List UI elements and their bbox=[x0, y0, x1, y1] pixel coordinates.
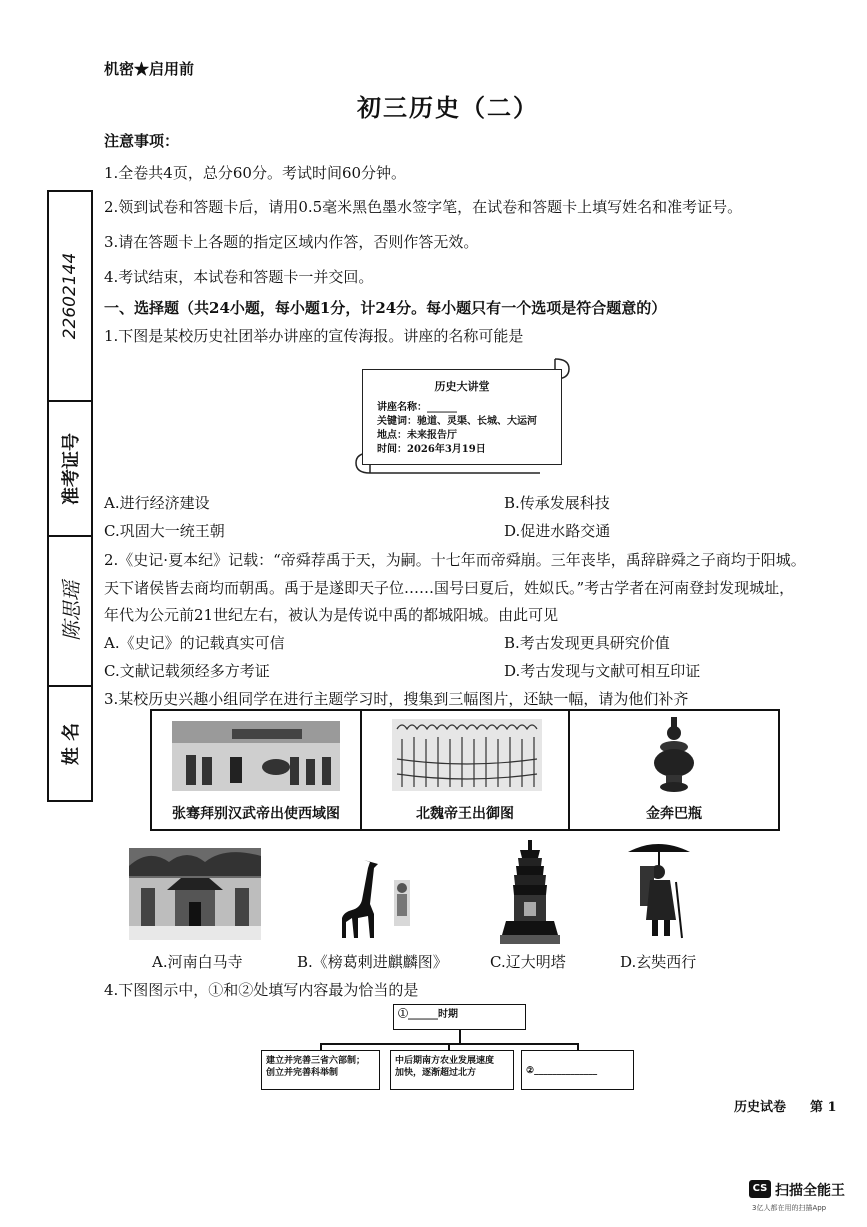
exam-number-value: 22602144 bbox=[60, 252, 80, 340]
q1-stem: 1.下图是某校历史社团举办讲座的宣传海报。讲座的名称可能是 bbox=[104, 327, 524, 345]
q4-connector-middle bbox=[448, 1043, 450, 1050]
q3-option-c[interactable]: C.辽大明塔 bbox=[490, 953, 566, 971]
golden-urn-image bbox=[648, 717, 700, 797]
exam-number-label: 准考证号 bbox=[61, 432, 82, 505]
q3-image-table bbox=[150, 709, 780, 831]
q4-box1-line-2: 创立并完善科举制 bbox=[266, 1068, 339, 1078]
q1-option-c[interactable]: C.巩固大一统王朝 bbox=[104, 522, 225, 540]
q3-table-cell-1 bbox=[152, 711, 362, 829]
note-item-2: 2.领到试卷和答题卡后，请用0.5毫米黑色墨水签字笔，在试卷和答题卡上填写姓名和准考证号。 bbox=[104, 198, 743, 216]
name-label: 姓 名 bbox=[61, 722, 82, 765]
name-value-cell bbox=[49, 537, 91, 687]
caption-northern-wei: 北魏帝王出御图 bbox=[416, 806, 514, 822]
q3-option-d[interactable]: D.玄奘西行 bbox=[620, 953, 697, 971]
q3-option-b[interactable]: B.《榜葛剌进麒麟图》 bbox=[297, 953, 448, 971]
q4-diagram-box-3 bbox=[521, 1050, 634, 1090]
page-title: 初三历史（二） bbox=[357, 93, 539, 122]
xuanzang-journey-image bbox=[622, 838, 696, 942]
section-heading: 一、选择题（共24小题，每小题1分，计24分。每小题只有一个选项是符合题意的） bbox=[104, 299, 667, 317]
scanner-app-name: 扫描全能王 bbox=[775, 1183, 845, 1199]
caption-golden-urn: 金奔巴瓶 bbox=[646, 806, 702, 822]
caption-zhang-qian: 张骞拜别汉武帝出使西域图 bbox=[172, 806, 340, 822]
q4-connector-right bbox=[577, 1043, 579, 1050]
exam-number-label-cell bbox=[49, 402, 91, 537]
poster-time: 时间：2026年3月19日 bbox=[377, 444, 486, 455]
q2-option-b[interactable]: B.考古发现更具研究价值 bbox=[504, 634, 670, 652]
poster-keywords: 关键词：驰道、灵渠、长城、大运河 bbox=[377, 416, 537, 427]
q4-connector-left bbox=[320, 1043, 322, 1050]
q2-line-1: 2.《史记·夏本纪》记载：“帝舜荐禹于天，为嗣。十七年而帝舜崩。三年丧毕，禹辞辟舜之子商均于阳城。 bbox=[104, 551, 806, 569]
q1-option-d[interactable]: D.促进水路交通 bbox=[504, 522, 611, 540]
q4-box3-text: ②______________ bbox=[526, 1066, 598, 1076]
footer-subject: 历史试卷 bbox=[734, 1100, 787, 1115]
q1-option-a[interactable]: A.进行经济建设 bbox=[104, 494, 210, 512]
scanner-logo-icon: CS bbox=[749, 1180, 771, 1198]
poster-title: 历史大讲堂 bbox=[434, 380, 490, 393]
q3-option-a[interactable]: A.河南白马寺 bbox=[152, 953, 243, 971]
q4-diagram-box-2 bbox=[390, 1050, 514, 1090]
zhang-qian-farewell-image bbox=[172, 721, 340, 791]
q4-top-box-text: ①______时期 bbox=[398, 1009, 458, 1020]
exam-number-value-cell bbox=[49, 192, 91, 402]
q4-stem: 4.下图图示中，①和②处填写内容最为恰当的是 bbox=[104, 981, 419, 999]
poster-paper bbox=[362, 369, 562, 465]
q3-stem: 3.某校历史兴趣小组同学在进行主题学习时，搜集到三幅图片，还缺一幅，请为他们补齐 bbox=[104, 690, 689, 708]
poster-place: 地点：未来报告厅 bbox=[377, 430, 457, 441]
q2-option-c[interactable]: C.文献记载须经多方考证 bbox=[104, 662, 270, 680]
poster-name-line: 讲座名称：______ bbox=[377, 402, 457, 413]
q4-box2-line-1: 中后期南方农业发展速度 bbox=[395, 1056, 495, 1066]
q2-option-d[interactable]: D.考古发现与文献可相互印证 bbox=[504, 662, 701, 680]
scanner-tagline: 3亿人都在用的扫描App bbox=[752, 1204, 827, 1212]
q2-line-2: 天下诸侯皆去商均而朝禹。禹于是遂即天子位……国号曰夏后，姓姒氏。”考古学者在河南登封发现城址， bbox=[104, 579, 795, 597]
q4-connector-stem bbox=[459, 1030, 461, 1044]
q2-option-a[interactable]: A.《史记》的记载真实可信 bbox=[104, 634, 285, 652]
northern-wei-procession-image bbox=[392, 719, 542, 791]
q4-box1-line-1: 建立并完善三省六部制； bbox=[266, 1056, 366, 1066]
q3-table-cell-2 bbox=[362, 711, 570, 829]
q3-table-cell-3 bbox=[570, 711, 778, 829]
q2-line-3: 年代为公元前21世纪左右，被认为是传说中禹的都城阳城。由此可见 bbox=[104, 606, 559, 624]
name-value: 陈思瑶 bbox=[59, 581, 84, 641]
q4-diagram-top-box bbox=[393, 1004, 526, 1030]
white-horse-temple-image bbox=[129, 848, 261, 940]
note-item-3: 3.请在答题卡上各题的指定区域内作答，否则作答无效。 bbox=[104, 233, 479, 251]
q1-poster-scroll bbox=[350, 355, 575, 477]
note-item-1: 1.全卷共4页，总分60分。考试时间60分钟。 bbox=[104, 164, 407, 182]
giraffe-painting-image bbox=[334, 858, 414, 940]
footer-page: 第 1 bbox=[810, 1100, 837, 1115]
q4-diagram-box-1 bbox=[261, 1050, 380, 1090]
binding-strip bbox=[47, 190, 93, 802]
secret-label: 机密★启用前 bbox=[104, 60, 195, 78]
name-label-cell bbox=[49, 687, 91, 800]
liao-daming-pagoda-image bbox=[500, 840, 560, 944]
notes-heading: 注意事项： bbox=[104, 132, 180, 150]
note-item-4: 4.考试结束，本试卷和答题卡一并交回。 bbox=[104, 268, 374, 286]
q4-box2-line-2: 加快，逐渐超过北方 bbox=[395, 1068, 477, 1078]
q1-option-b[interactable]: B.传承发展科技 bbox=[504, 494, 610, 512]
